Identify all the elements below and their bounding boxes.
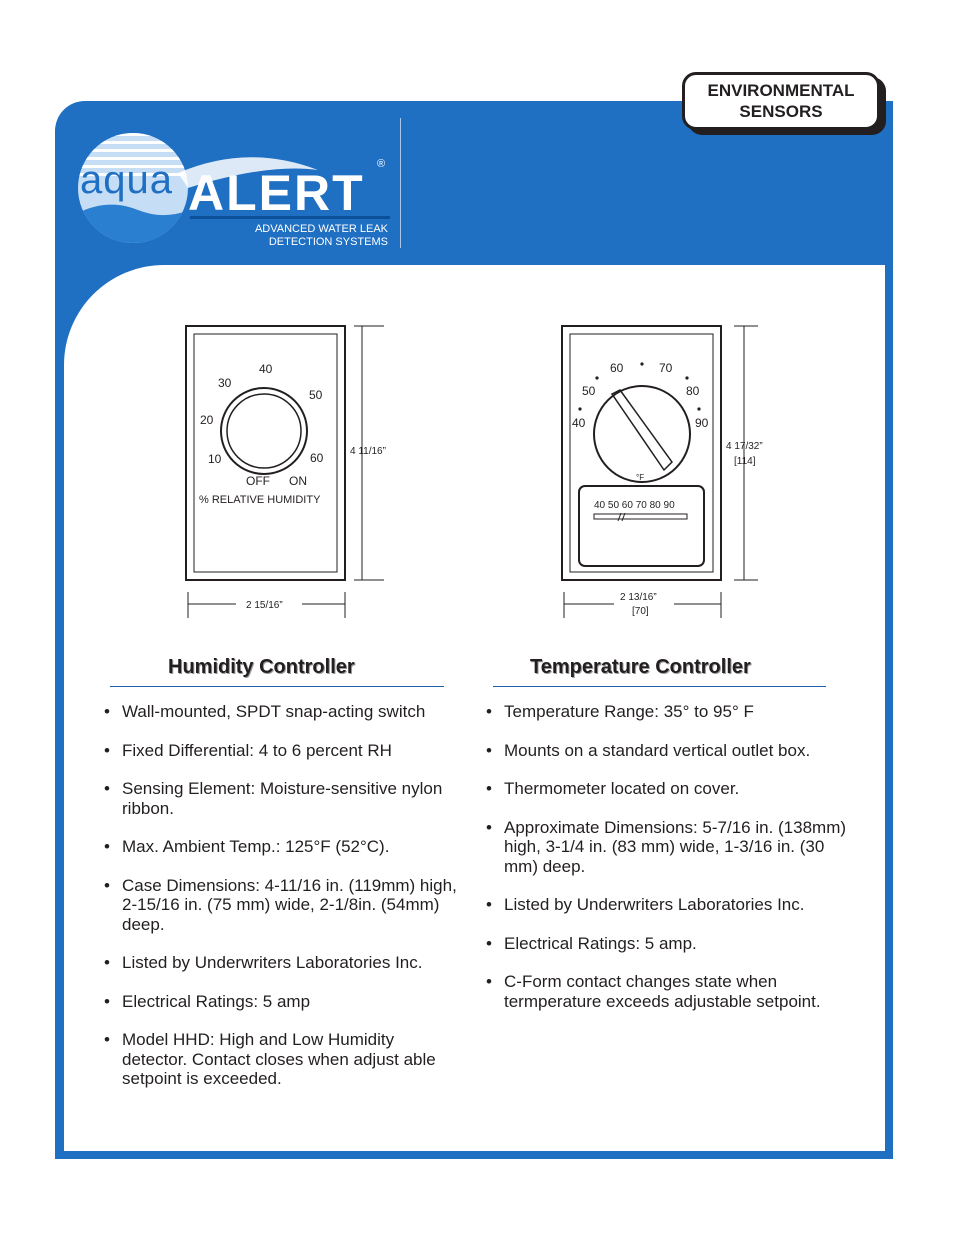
list-item: • Sensing Element: Moisture-sensitive nylon ribbon. bbox=[104, 779, 464, 818]
temperature-unit-label: °F bbox=[636, 473, 645, 482]
humidity-caption: % RELATIVE HUMIDITY bbox=[199, 494, 321, 506]
humidity-height-dimension: 4 11/16” bbox=[350, 446, 386, 457]
dial-tick-dot bbox=[697, 407, 700, 410]
temperature-case-inner bbox=[570, 334, 713, 572]
list-item: • Electrical Ratings: 5 amp. bbox=[486, 934, 856, 954]
list-item: • Case Dimensions: 4-11/16 in. (119mm) high, 2-15/16 in. (75 mm) wide, 2-1/8in. (54mm) deep. bbox=[104, 876, 464, 935]
list-item: • Thermometer located on cover. bbox=[486, 779, 856, 799]
humidity-dial-label: 50 bbox=[309, 388, 323, 402]
badge-line-1: ENVIRONMENTAL bbox=[707, 81, 855, 100]
list-item: • Listed by Underwriters Laboratories Inc. bbox=[486, 895, 856, 915]
temperature-width-dimension: 2 13/16” bbox=[620, 592, 657, 603]
dial-tick-dot bbox=[685, 376, 688, 379]
temperature-dial-label: 90 bbox=[695, 416, 709, 430]
badge-line-2: SENSORS bbox=[739, 102, 823, 121]
temperature-dial-label: 60 bbox=[610, 361, 624, 375]
logo-word-alert: ALERT bbox=[188, 165, 365, 221]
temperature-dial-pointer bbox=[612, 390, 672, 470]
humidity-dial-label: 30 bbox=[218, 376, 232, 390]
logo-tagline-line-2: DETECTION SYSTEMS bbox=[268, 236, 388, 248]
humidity-title-rule bbox=[110, 686, 444, 687]
temperature-spec-list bbox=[486, 702, 856, 1011]
list-item: • Temperature Range: 35° to 95° F bbox=[486, 702, 856, 722]
list-item: • Electrical Ratings: 5 amp bbox=[104, 992, 464, 1012]
humidity-dial-label: 20 bbox=[200, 413, 214, 427]
humidity-spec-list bbox=[104, 702, 464, 1089]
category-badge bbox=[682, 72, 880, 130]
humidity-section-title: Humidity Controller bbox=[168, 656, 355, 678]
humidity-dial-label: 10 bbox=[208, 452, 222, 466]
humidity-dial-label: 40 bbox=[259, 362, 273, 376]
humidity-dial-outer bbox=[221, 388, 307, 474]
humidity-off-label: OFF bbox=[246, 474, 270, 488]
humidity-controller-diagram bbox=[180, 320, 400, 620]
list-item: • C-Form contact changes state when termperature exceeds adjustable setpoint. bbox=[486, 972, 856, 1011]
list-item: • Max. Ambient Temp.: 125°F (52°C). bbox=[104, 837, 464, 857]
logo-word-aqua: aqua bbox=[80, 158, 173, 202]
temperature-title-rule bbox=[493, 686, 826, 687]
list-item: • Wall-mounted, SPDT snap-acting switch bbox=[104, 702, 464, 722]
dial-tick-dot bbox=[595, 376, 598, 379]
logo-divider bbox=[400, 118, 401, 248]
list-item: • Mounts on a standard vertical outlet box. bbox=[486, 741, 856, 761]
registered-mark: ® bbox=[377, 158, 386, 170]
temperature-dial-label: 70 bbox=[659, 361, 673, 375]
temperature-dial-label: 50 bbox=[582, 384, 596, 398]
humidity-dial-label: 60 bbox=[310, 451, 324, 465]
dial-tick-dot bbox=[578, 407, 581, 410]
list-item: • Model HHD: High and Low Humidity detector. Contact closes when adjust able setpoint is exceeded. bbox=[104, 1030, 464, 1089]
thermometer-window bbox=[579, 486, 704, 566]
humidity-width-dimension: 2 15/16” bbox=[246, 600, 283, 611]
temperature-dial bbox=[594, 386, 690, 482]
temperature-dial-label: 40 bbox=[572, 416, 586, 430]
logo-tagline-line-1: ADVANCED WATER LEAK bbox=[254, 223, 388, 235]
temperature-controller-diagram bbox=[556, 320, 776, 620]
temperature-height-dimension-mm: [114] bbox=[734, 456, 756, 467]
dial-tick-dot bbox=[640, 362, 643, 365]
thermometer-scale: 40 50 60 70 80 90 bbox=[594, 500, 675, 511]
humidity-on-label: ON bbox=[289, 474, 307, 488]
list-item: • Fixed Differential: 4 to 6 percent RH bbox=[104, 741, 464, 761]
list-item: • Approximate Dimensions: 5-7/16 in. (138mm) high, 3-1/4 in. (83 mm) wide, 1-3/16 in. (30 mm) deep. bbox=[486, 818, 856, 877]
temperature-dial-label: 80 bbox=[686, 384, 700, 398]
list-item: • Listed by Underwriters Laboratories Inc. bbox=[104, 953, 464, 973]
thermometer-tube bbox=[594, 514, 687, 519]
temperature-height-dimension: 4 17/32” bbox=[726, 441, 763, 452]
temperature-width-dimension-mm: [70] bbox=[632, 606, 649, 617]
temperature-section-title: Temperature Controller bbox=[530, 656, 751, 678]
humidity-dial-inner bbox=[227, 394, 301, 468]
